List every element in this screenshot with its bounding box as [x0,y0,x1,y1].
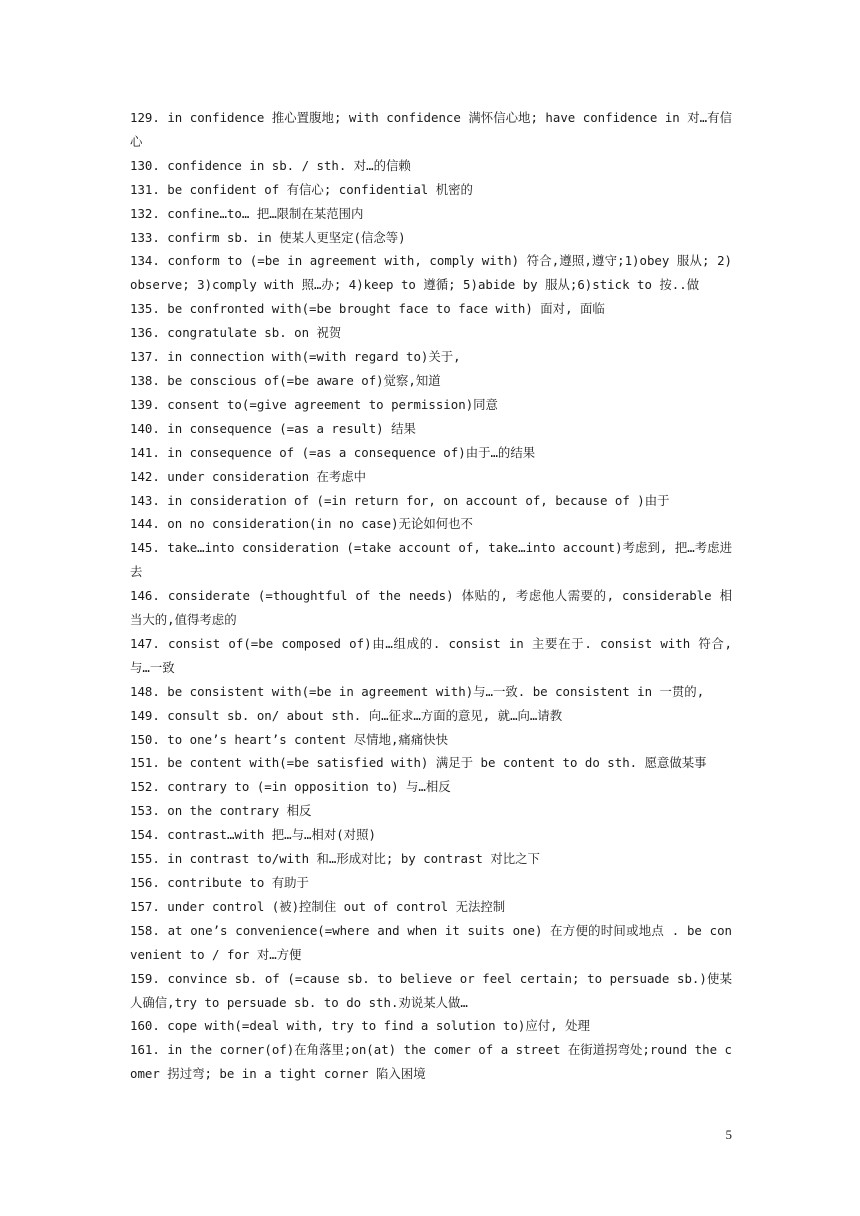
phrase-entry: 135. be confronted with(=be brought face to face with) 面对, 面临 [130,301,605,317]
phrase-entry: 148. be consistent with(=be in agreement with)与…一致. be consistent in 一贯的, [130,683,705,699]
phrase-entry: 151. be content with(=be satisfied with) 满足于 be content to do sth. 愿意做某事 [130,755,707,771]
phrase-entry: 140. in consequence (=as a result) 结果 [130,420,416,436]
phrase-entry: 155. in contrast to/with 和…形成对比; by contrast 对比之下 [130,851,540,867]
phrase-entry: 146. considerate (=thoughtful of the needs) 体贴的, 考虑他人需要的, considerable 相当大的,值得考虑的 [130,588,732,628]
phrase-entry: 133. confirm sb. in 使某人更坚定(信念等) [130,229,406,245]
phrase-entry: 157. under control (被)控制住 out of control 无法控制 [130,898,506,914]
page-number: 5 [725,1127,732,1142]
phrase-entry: 150. to one’s heart’s content 尽情地,痛痛快快 [130,731,448,747]
phrase-entry: 131. be confident of 有信心; confidential 机密的 [130,181,473,197]
phrase-entry: 158. at one’s convenience(=where and when it suits one) 在方便的时间或地点 . be convenient to / for 对…方便 [130,922,732,962]
phrase-entry: 159. convince sb. of (=cause sb. to believe or feel certain; to persuade sb.)使某人确信,try to persuade sb. to do sth.劝说某人做… [130,970,732,1010]
phrase-entry: 136. congratulate sb. on 祝贺 [130,325,342,341]
phrase-list [130,106,732,1086]
phrase-entry: 141. in consequence of (=as a consequence of)由于…的结果 [130,444,536,460]
phrase-entry: 160. cope with(=deal with, try to find a solution to)应付, 处理 [130,1018,590,1034]
phrase-entry: 143. in consideration of (=in return for, on account of, because of )由于 [130,492,670,508]
phrase-entry: 152. contrary to (=in opposition to) 与…相反 [130,779,451,795]
phrase-entry: 154. contrast…with 把…与…相对(对照) [130,827,376,843]
phrase-entry: 132. confine…to… 把…限制在某范围内 [130,205,364,221]
phrase-entry: 147. consist of(=be composed of)由…组成的. consist in 主要在于. consist with 符合,与…一致 [130,635,732,675]
phrase-entry: 156. contribute to 有助于 [130,875,309,890]
phrase-entry: 139. consent to(=give agreement to permission)同意 [130,396,498,412]
phrase-entry: 153. on the contrary 相反 [130,803,312,819]
phrase-entry: 129. in confidence 推心置腹地; with confidence 满怀信心地; have confidence in 对…有信心 [130,110,732,149]
phrase-entry: 130. confidence in sb. / sth. 对…的信赖 [130,157,411,173]
phrase-entry: 145. take…into consideration (=take account of, take…into account)考虑到, 把…考虑进去 [130,540,732,580]
phrase-entry: 142. under consideration 在考虑中 [130,468,367,484]
phrase-entry: 144. on no consideration(in no case)无论如何也不 [130,516,473,532]
phrase-entry: 138. be conscious of(=be aware of)觉察,知道 [130,372,441,388]
phrase-entry: 137. in connection with(=with regard to)关于, [130,349,461,365]
phrase-entry: 149. consult sb. on/ about sth. 向…征求…方面的意见, 就…向…请教 [130,707,563,723]
phrase-entry: 134. conform to (=be in agreement with, comply with) 符合,遵照,遵守;1)obey 服从; 2) observe; 3)comply with 照…办; 4)keep to 遵循; 5)abide by 服从;6)stick to 按..做 [130,253,732,293]
phrase-entry: 161. in the corner(of)在角落里;on(at) the comer of a street 在街道拐弯处;round the comer 拐过弯; be in a tight corner 陷入困境 [130,1042,732,1082]
